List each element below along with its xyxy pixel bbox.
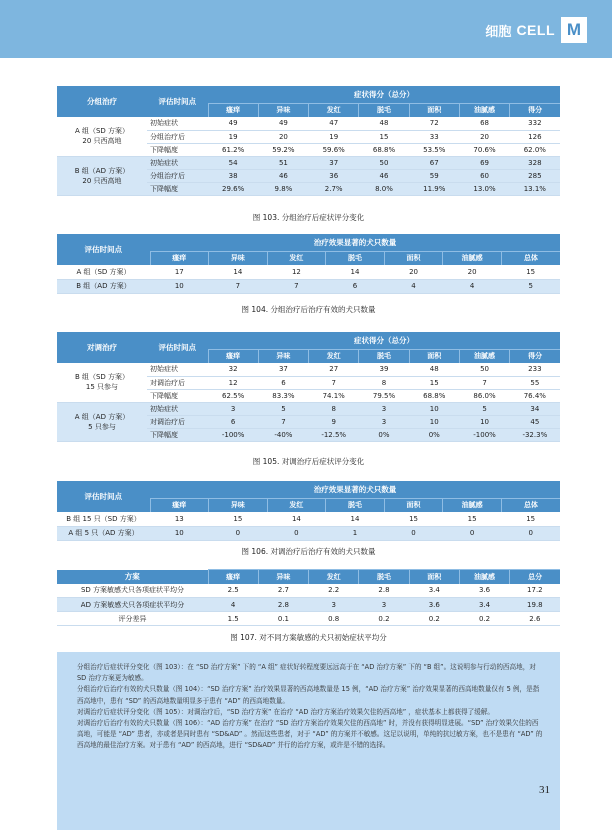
- header-symptom-score: 症状得分（总分）: [208, 332, 560, 349]
- note-paragraph-105: 对调治疗后症状评分变化（图 105）：对调治疗后，“SD 治疗方案” 在治疗 “AD 治疗方案治疗效果欠佳的西高地” ，症状基本上都获得了缓解。: [77, 707, 495, 716]
- column-header: 油腻感: [443, 498, 502, 512]
- value-cell: 53.5%: [409, 143, 459, 156]
- row-label-cell: 评分差异: [57, 612, 208, 626]
- value-cell: 5: [501, 279, 560, 293]
- value-cell: 0: [209, 526, 268, 540]
- value-cell: 4: [384, 279, 443, 293]
- value-cell: 10: [150, 279, 209, 293]
- column-header: 异味: [258, 570, 308, 584]
- row-label-cell: SD 方案敏感犬只各项症状平均分: [57, 584, 208, 598]
- column-header: 脱毛: [359, 349, 409, 363]
- header-group-treatment: 分组治疗: [57, 86, 147, 117]
- caption-figure-103: 图 103. 分组治疗后症状评分变化: [252, 213, 365, 222]
- brand-letter-box: M: [561, 17, 587, 43]
- time-point-cell: 下降幅度: [147, 182, 208, 195]
- value-cell: 0%: [359, 428, 409, 441]
- value-cell: 45: [510, 415, 560, 428]
- value-cell: 32: [208, 363, 258, 376]
- value-cell: 2.2: [309, 584, 359, 598]
- group-label-cell: [57, 363, 147, 402]
- value-cell: 14: [326, 512, 385, 526]
- group-name: A 组（AD 方案）: [74, 412, 130, 421]
- column-header: 得分: [510, 103, 560, 117]
- value-cell: 5: [459, 402, 509, 415]
- column-header: 发红: [309, 103, 359, 117]
- value-cell: 55: [510, 376, 560, 389]
- value-cell: 12: [208, 376, 258, 389]
- header-scheme: 方案: [57, 570, 208, 584]
- value-cell: 68.8%: [409, 389, 459, 402]
- value-cell: 60: [459, 169, 509, 182]
- value-cell: 11.9%: [409, 182, 459, 195]
- value-cell: -100%: [459, 428, 509, 441]
- column-header: 瘙痒: [208, 103, 258, 117]
- value-cell: 2.7: [258, 584, 308, 598]
- value-cell: 17.2: [510, 584, 560, 598]
- table-row: [57, 612, 560, 626]
- header-eval-time: 评估时间点: [57, 481, 150, 512]
- value-cell: 0.2: [459, 612, 509, 626]
- value-cell: 2.8: [258, 598, 308, 612]
- value-cell: 285: [510, 169, 560, 182]
- value-cell: 332: [510, 117, 560, 130]
- value-cell: 2.7%: [309, 182, 359, 195]
- header-swap-treatment: 对调治疗: [57, 332, 147, 363]
- row-label-cell: A 组（SD 方案）: [57, 265, 150, 279]
- value-cell: 76.4%: [510, 389, 560, 402]
- column-header: 脱毛: [326, 498, 385, 512]
- time-point-cell: 初始症状: [147, 117, 208, 130]
- value-cell: 7: [459, 376, 509, 389]
- value-cell: 59.2%: [258, 143, 308, 156]
- value-cell: 0: [384, 526, 443, 540]
- page-header-banner: [0, 0, 612, 58]
- time-point-cell: 对调治疗后: [147, 415, 208, 428]
- value-cell: 59: [409, 169, 459, 182]
- row-label-cell: B 组（AD 方案）: [57, 279, 150, 293]
- column-header: 瘙痒: [150, 251, 209, 265]
- value-cell: 233: [510, 363, 560, 376]
- brand-chinese-text: 细胞: [485, 24, 512, 40]
- value-cell: 50: [359, 156, 409, 169]
- table-group-effective-count: [57, 234, 560, 294]
- caption-figure-105: 图 105. 对调治疗后症状评分变化: [252, 457, 365, 466]
- value-cell: 20: [384, 265, 443, 279]
- time-point-cell: 分组治疗后: [147, 130, 208, 143]
- group-label-cell: [57, 402, 147, 441]
- value-cell: 67: [409, 156, 459, 169]
- column-header: 得分: [510, 349, 560, 363]
- column-header: 发红: [267, 498, 326, 512]
- caption-figure-104: 图 104. 分组治疗后治疗有效的犬只数量: [241, 305, 376, 314]
- group-label-cell: [57, 117, 147, 156]
- analysis-note-box: [57, 652, 560, 830]
- table-row: [57, 584, 560, 598]
- note-paragraph-104: 分组治疗后治疗有效的犬只数量（图 104）：“SD 治疗方案” 治疗效果显著的西高地数量是 15 例，“AD 治疗方案” 治疗效果显著的西高地数量仅有 5 例，是指西高地中，患有 “SD” 的西高地数量明显多于患有 “AD” 的西高地数量。: [77, 685, 540, 705]
- column-header: 总分: [510, 570, 560, 584]
- value-cell: 29.6%: [208, 182, 258, 195]
- value-cell: 15: [409, 376, 459, 389]
- value-cell: 7: [267, 279, 326, 293]
- value-cell: 8: [309, 402, 359, 415]
- value-cell: 10: [459, 415, 509, 428]
- value-cell: 7: [209, 279, 268, 293]
- value-cell: 61.2%: [208, 143, 258, 156]
- value-cell: 48: [359, 117, 409, 130]
- column-header: 异味: [209, 498, 268, 512]
- header-eval-time: 评估时间点: [57, 234, 150, 265]
- value-cell: 6: [326, 279, 385, 293]
- value-cell: 14: [209, 265, 268, 279]
- value-cell: 36: [309, 169, 359, 182]
- value-cell: 33: [409, 130, 459, 143]
- table-column-headers: [57, 570, 560, 584]
- value-cell: 86.0%: [459, 389, 509, 402]
- value-cell: 51: [258, 156, 308, 169]
- value-cell: 3: [208, 402, 258, 415]
- column-header: 面积: [409, 349, 459, 363]
- page-number: 31: [539, 784, 550, 796]
- value-cell: 48: [409, 363, 459, 376]
- value-cell: 37: [258, 363, 308, 376]
- time-point-cell: 初始症状: [147, 156, 208, 169]
- value-cell: 83.3%: [258, 389, 308, 402]
- table-group-treatment-scores: [57, 86, 560, 196]
- value-cell: 34: [510, 402, 560, 415]
- value-cell: 74.1%: [309, 389, 359, 402]
- value-cell: 3: [359, 402, 409, 415]
- value-cell: 0%: [409, 428, 459, 441]
- time-point-cell: 下降幅度: [147, 428, 208, 441]
- value-cell: 14: [326, 265, 385, 279]
- value-cell: 15: [443, 512, 502, 526]
- column-header: 异味: [258, 349, 308, 363]
- value-cell: 20: [443, 265, 502, 279]
- value-cell: 0.8: [309, 612, 359, 626]
- value-cell: 62.0%: [510, 143, 560, 156]
- value-cell: 15: [359, 130, 409, 143]
- header-eval-time: 评估时间点: [147, 332, 208, 363]
- table-row: [57, 512, 560, 526]
- value-cell: 9.8%: [258, 182, 308, 195]
- group-size: 5 只参与: [88, 422, 116, 431]
- value-cell: 0: [267, 526, 326, 540]
- value-cell: 5: [258, 402, 308, 415]
- column-header: 面积: [384, 251, 443, 265]
- value-cell: 8.0%: [359, 182, 409, 195]
- value-cell: 3.4: [459, 598, 509, 612]
- value-cell: -40%: [258, 428, 308, 441]
- value-cell: 49: [258, 117, 308, 130]
- value-cell: 68: [459, 117, 509, 130]
- value-cell: 0.1: [258, 612, 308, 626]
- value-cell: 0.2: [359, 612, 409, 626]
- value-cell: 14: [267, 512, 326, 526]
- value-cell: 10: [150, 526, 209, 540]
- group-label-cell: [57, 156, 147, 195]
- value-cell: 0: [501, 526, 560, 540]
- column-header: 异味: [209, 251, 268, 265]
- value-cell: 0: [443, 526, 502, 540]
- table-sensitive-initial-avg: [57, 569, 560, 626]
- column-header: 油腻感: [459, 103, 509, 117]
- value-cell: 2.6: [510, 612, 560, 626]
- value-cell: 79.5%: [359, 389, 409, 402]
- value-cell: -32.3%: [510, 428, 560, 441]
- value-cell: 72: [409, 117, 459, 130]
- group-name: B 组（AD 方案）: [74, 166, 130, 175]
- value-cell: 3.6: [409, 598, 459, 612]
- value-cell: 46: [359, 169, 409, 182]
- table-row: [57, 265, 560, 279]
- group-name: A 组（SD 方案）: [74, 127, 130, 136]
- table-row: [57, 598, 560, 612]
- table-row: [57, 279, 560, 293]
- table-swap-effective-count: [57, 481, 560, 541]
- group-size: 15 只参与: [85, 383, 119, 392]
- note-paragraph-106: 对调治疗后治疗有效的犬只数量（图 106）：“AD 治疗方案” 在治疗 “SD 治疗方案治疗效果欠佳的西高地” 时，并没有获得明显进展。“SD” 治疗效果欠佳的西高地，可能是 “AD” 患者，亦或者是同时患有 “SD&AD” 。然而这些患者，对于 “AD” 的方案并不敏感。这足以说明，单纯的抗过敏方案，也不是患有 “AD” 的西高地的最佳治疗方案。对于患有 “AD” 的西高地，进行 “SD&AD” 并行的治疗方案，或许是不错的选择。: [77, 719, 543, 750]
- column-header: 脱毛: [326, 251, 385, 265]
- value-cell: 12: [267, 265, 326, 279]
- column-header: 面积: [384, 498, 443, 512]
- value-cell: 126: [510, 130, 560, 143]
- value-cell: 6: [208, 415, 258, 428]
- value-cell: 13: [150, 512, 209, 526]
- value-cell: 20: [459, 130, 509, 143]
- value-cell: 59.6%: [309, 143, 359, 156]
- value-cell: 3.4: [409, 584, 459, 598]
- column-header: 异味: [258, 103, 308, 117]
- value-cell: 3: [359, 598, 409, 612]
- value-cell: 17: [150, 265, 209, 279]
- value-cell: 38: [208, 169, 258, 182]
- value-cell: 6: [258, 376, 308, 389]
- value-cell: 15: [209, 512, 268, 526]
- value-cell: 13.0%: [459, 182, 509, 195]
- row-label-cell: AD 方案敏感犬只各项症状平均分: [57, 598, 208, 612]
- value-cell: 15: [384, 512, 443, 526]
- value-cell: 1: [326, 526, 385, 540]
- value-cell: 20: [258, 130, 308, 143]
- value-cell: 15: [501, 265, 560, 279]
- value-cell: 27: [309, 363, 359, 376]
- header-symptom-score: 症状得分（总分）: [208, 86, 560, 103]
- value-cell: 0.2: [409, 612, 459, 626]
- caption-figure-106: 图 106. 对调治疗后治疗有效的犬只数量: [241, 547, 376, 556]
- value-cell: 39: [359, 363, 409, 376]
- column-header: 脱毛: [359, 570, 409, 584]
- table-swap-treatment-scores: [57, 332, 560, 442]
- value-cell: 19: [208, 130, 258, 143]
- value-cell: 7: [258, 415, 308, 428]
- value-cell: 37: [309, 156, 359, 169]
- value-cell: 54: [208, 156, 258, 169]
- value-cell: 3.6: [459, 584, 509, 598]
- table-row: [57, 117, 560, 130]
- value-cell: 3: [309, 598, 359, 612]
- value-cell: 4: [208, 598, 258, 612]
- time-point-cell: 初始症状: [147, 402, 208, 415]
- table-row: [57, 526, 560, 540]
- value-cell: 2.5: [208, 584, 258, 598]
- value-cell: 62.5%: [208, 389, 258, 402]
- column-header: 油腻感: [443, 251, 502, 265]
- column-header: 瘙痒: [208, 570, 258, 584]
- value-cell: 69: [459, 156, 509, 169]
- row-label-cell: A 组 5 只（AD 方案）: [57, 526, 150, 540]
- time-point-cell: 初始症状: [147, 363, 208, 376]
- value-cell: 15: [501, 512, 560, 526]
- column-header: 油腻感: [459, 349, 509, 363]
- column-header: 发红: [309, 349, 359, 363]
- value-cell: -12.5%: [309, 428, 359, 441]
- column-header: 发红: [309, 570, 359, 584]
- time-point-cell: 分组治疗后: [147, 169, 208, 182]
- header-effective-count: 治疗效果显著的犬只数量: [150, 481, 560, 498]
- column-header: 油腻感: [459, 570, 509, 584]
- value-cell: 9: [309, 415, 359, 428]
- table-row: [57, 363, 560, 376]
- caption-figure-107: 图 107. 对不同方案敏感的犬只初始症状平均分: [230, 633, 387, 642]
- value-cell: 19: [309, 130, 359, 143]
- brand-english-text: CELL: [516, 22, 555, 38]
- value-cell: 8: [359, 376, 409, 389]
- header-eval-time: 评估时间点: [147, 86, 208, 117]
- value-cell: -100%: [208, 428, 258, 441]
- value-cell: 47: [309, 117, 359, 130]
- value-cell: 46: [258, 169, 308, 182]
- value-cell: 13.1%: [510, 182, 560, 195]
- group-size: 20 只西高地: [82, 137, 122, 146]
- journal-brand: [485, 17, 587, 43]
- table-row: [57, 402, 560, 415]
- value-cell: 2.8: [359, 584, 409, 598]
- value-cell: 10: [409, 415, 459, 428]
- time-point-cell: 下降幅度: [147, 143, 208, 156]
- value-cell: 3: [359, 415, 409, 428]
- column-header: 瘙痒: [150, 498, 209, 512]
- value-cell: 49: [208, 117, 258, 130]
- column-header: 面积: [409, 103, 459, 117]
- value-cell: 10: [409, 402, 459, 415]
- group-name: B 组（SD 方案）: [74, 373, 130, 382]
- column-header: 发红: [267, 251, 326, 265]
- value-cell: 1.5: [208, 612, 258, 626]
- note-paragraph-103: 分组治疗后症状评分变化（图 103）：在 “SD 治疗方案” 下的 “A 组” 症状好转程度要远远高于在 “AD 治疗方案” 下的 “B 组”。这说明参与行动的西高地，对 SD 治疗方案更为敏感。: [77, 663, 536, 683]
- table-row: [57, 156, 560, 169]
- value-cell: 328: [510, 156, 560, 169]
- time-point-cell: 对调治疗后: [147, 376, 208, 389]
- column-header: 脱毛: [359, 103, 409, 117]
- column-header: 瘙痒: [208, 349, 258, 363]
- value-cell: 19.8: [510, 598, 560, 612]
- value-cell: 70.6%: [459, 143, 509, 156]
- value-cell: 50: [459, 363, 509, 376]
- group-size: 20 只西高地: [82, 176, 122, 185]
- row-label-cell: B 组 15 只（SD 方案）: [57, 512, 150, 526]
- value-cell: 7: [309, 376, 359, 389]
- header-effective-count: 治疗效果显著的犬只数量: [150, 234, 560, 251]
- column-header: 总体: [501, 498, 560, 512]
- time-point-cell: 下降幅度: [147, 389, 208, 402]
- value-cell: 68.8%: [359, 143, 409, 156]
- column-header: 总体: [501, 251, 560, 265]
- value-cell: 4: [443, 279, 502, 293]
- column-header: 面积: [409, 570, 459, 584]
